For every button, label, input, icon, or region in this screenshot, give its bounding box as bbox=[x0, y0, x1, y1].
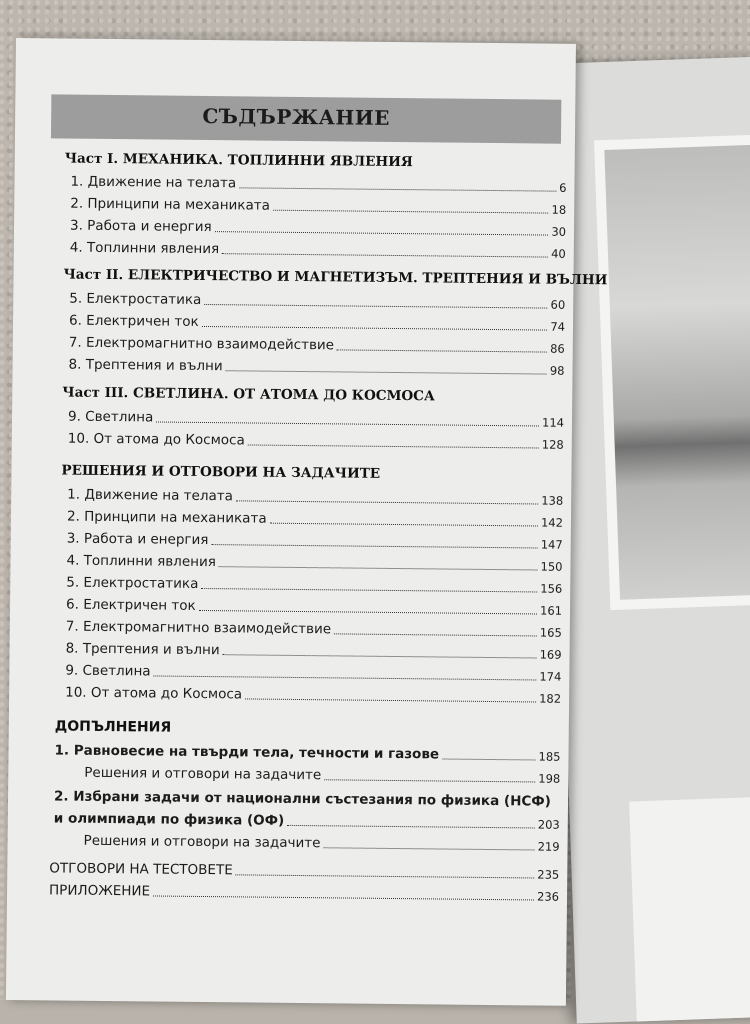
solutions-title: РЕШЕНИЯ И ОТГОВОРИ НА ЗАДАЧИТЕ bbox=[61, 462, 381, 482]
toc-entry[interactable] bbox=[67, 531, 563, 552]
toc-entry[interactable] bbox=[84, 765, 560, 786]
toc-entry-page: 147 bbox=[540, 537, 563, 552]
toc-entry-page: 150 bbox=[540, 559, 563, 574]
toc-entry-page: 6 bbox=[559, 180, 567, 195]
toc-entry-page: 74 bbox=[550, 319, 566, 334]
toc-entry-page: 30 bbox=[551, 224, 567, 239]
toc-entry[interactable] bbox=[67, 487, 563, 508]
toc-entry-page: 60 bbox=[550, 297, 566, 312]
toc-entry-label: 4. Топлинни явления bbox=[66, 552, 216, 571]
toc-entry-label: 10. От атома до Космоса bbox=[67, 430, 245, 449]
toc-entry-page: 138 bbox=[541, 493, 564, 508]
toc-entry[interactable] bbox=[49, 860, 559, 881]
part-3-title: Част III. СВЕТЛИНА. ОТ АТОМА ДО КОСМОСА bbox=[62, 384, 436, 405]
toc-entry[interactable] bbox=[70, 240, 566, 261]
toc-entry-label: 3. Работа и енергия bbox=[66, 530, 209, 549]
toc-entry[interactable] bbox=[67, 509, 563, 530]
toc-entry-label: 1. Равновесие на твърди тела, течности и газове bbox=[54, 742, 440, 763]
part-2-title: Част II. ЕЛЕКТРИЧЕСТВО И МАГНЕТИЗЪМ. ТРЕПТЕНИЯ И ВЪЛНИ bbox=[63, 266, 608, 289]
toc-entry-label: 5. Електростатика bbox=[66, 574, 199, 592]
toc-entry[interactable] bbox=[70, 196, 566, 217]
toc-entry[interactable] bbox=[70, 218, 566, 239]
toc-entry-page: 198 bbox=[538, 771, 561, 786]
toc-entry-page: 114 bbox=[541, 415, 565, 430]
toc-entry[interactable] bbox=[66, 553, 562, 574]
toc-entry-label: 7. Електромагнитно взаимодействие bbox=[68, 334, 335, 354]
toc-entry-page: 236 bbox=[537, 889, 560, 904]
toc-entry[interactable] bbox=[84, 833, 560, 854]
toc-entry-label: 2. Избрани задачи от национални състезания по физика (НСФ) bbox=[53, 788, 551, 810]
toc-entry-label: ПРИЛОЖЕНИЕ bbox=[48, 882, 151, 900]
toc-entry[interactable] bbox=[70, 174, 566, 195]
toc-entry-multiline[interactable] bbox=[54, 788, 560, 809]
toc-entry-page: 235 bbox=[537, 867, 560, 882]
toc-entry-label: 8. Трептения и вълни bbox=[65, 640, 220, 659]
toc-entry-page: 128 bbox=[541, 437, 564, 452]
toc-entry-label: 1. Движение на телата bbox=[70, 173, 237, 192]
toc-entry[interactable] bbox=[68, 431, 564, 452]
toc-entry-page: 156 bbox=[540, 581, 563, 596]
toc-entry[interactable] bbox=[65, 663, 561, 684]
toc-entry-label: 8. Трептения и вълни bbox=[68, 356, 223, 375]
toc-entry-label: 2. Принципи на механиката bbox=[70, 195, 270, 214]
toc-entry-label: 4. Топлинни явления bbox=[69, 239, 220, 258]
toc-entry-label: 10. От атома до Космоса bbox=[65, 684, 243, 703]
toc-entry[interactable] bbox=[68, 409, 564, 430]
toc-entry-page: 86 bbox=[550, 341, 565, 356]
toc-entry-label: 6. Електричен ток bbox=[65, 596, 196, 614]
toc-entry-page: 185 bbox=[538, 749, 561, 764]
page-title: СЪДЪРЖАНИЕ bbox=[202, 103, 391, 130]
toc-entry[interactable] bbox=[49, 882, 559, 903]
toc-entry[interactable] bbox=[66, 575, 562, 596]
part-1-title: Част I. МЕХАНИКА. ТОПЛИННИ ЯВЛЕНИЯ bbox=[64, 150, 413, 171]
toc-entry-page: 174 bbox=[539, 669, 562, 684]
toc-entry-page: 18 bbox=[551, 202, 567, 217]
toc-entry-label: 9. Светлина bbox=[67, 408, 154, 426]
toc-entry-page: 40 bbox=[551, 246, 566, 261]
supplements-title: ДОПЪЛНЕНИЯ bbox=[54, 718, 172, 736]
toc-entry[interactable] bbox=[66, 641, 562, 662]
toc-entry-label: 2. Принципи на механиката bbox=[66, 508, 267, 527]
toc-entry[interactable] bbox=[69, 291, 565, 312]
toc-entry-page: 142 bbox=[540, 515, 564, 530]
toc-entry[interactable] bbox=[54, 742, 560, 763]
landscape-photo bbox=[594, 134, 750, 610]
toc-entry-label: 1. Движение на телата bbox=[67, 486, 234, 505]
toc-entry-label: Решения и отговори на задачите bbox=[83, 832, 321, 852]
toc-entry[interactable] bbox=[66, 597, 562, 618]
facing-page-photo bbox=[629, 796, 750, 1022]
toc-entry[interactable] bbox=[69, 335, 565, 356]
toc-entry-page: 165 bbox=[539, 625, 562, 640]
toc-entry-page: 98 bbox=[549, 363, 565, 378]
toc-entry-page: 169 bbox=[539, 647, 562, 662]
toc-entry-label: Решения и отговори на задачите bbox=[84, 764, 322, 784]
toc-entry[interactable] bbox=[66, 619, 562, 640]
toc-entry-label: 6. Електричен ток bbox=[68, 312, 199, 330]
toc-entry-label: 5. Електростатика bbox=[69, 290, 202, 308]
toc-entry-page: 203 bbox=[537, 817, 560, 832]
toc-entry-page: 182 bbox=[539, 691, 562, 706]
toc-entry[interactable] bbox=[68, 357, 564, 378]
toc-entry-label: ОТГОВОРИ НА ТЕСТОВЕТЕ bbox=[49, 860, 233, 879]
toc-entry-label: и олимпиади по физика (ОФ) bbox=[53, 810, 285, 829]
toc-entry-page: 161 bbox=[540, 603, 563, 618]
toc-entry[interactable] bbox=[69, 313, 565, 334]
toc-page bbox=[6, 38, 608, 1006]
toc-entry-label: 3. Работа и енергия bbox=[69, 217, 212, 236]
toc-entry[interactable] bbox=[65, 685, 561, 706]
toc-entry-label: 7. Електромагнитно взаимодействие bbox=[65, 618, 332, 638]
toc-entry-page: 219 bbox=[537, 839, 560, 854]
toc-entry-label: 9. Светлина bbox=[65, 662, 151, 680]
toc-entry[interactable] bbox=[54, 810, 560, 831]
